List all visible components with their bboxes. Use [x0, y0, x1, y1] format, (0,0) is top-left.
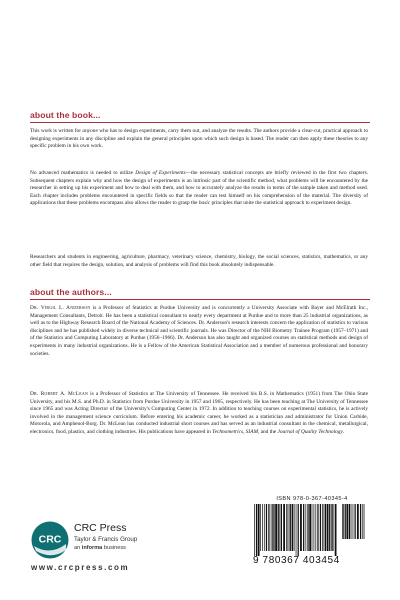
- informa-wordmark: informa: [81, 545, 103, 551]
- barcode-bar: [286, 504, 287, 551]
- text-run: This work is written for: [30, 128, 83, 134]
- book-title: Design of Experiments: [135, 170, 186, 176]
- text-run: business: [102, 545, 126, 551]
- text-run: ,: [243, 428, 246, 435]
- journal-title: SIAM: [245, 428, 258, 435]
- barcode-bar: [353, 504, 354, 539]
- barcode-bar: [309, 504, 311, 551]
- barcode-bar: [329, 504, 330, 551]
- barcode-bar: [262, 504, 263, 551]
- barcode-bar: [288, 504, 289, 551]
- about-book-paragraph-1: [30, 128, 368, 151]
- barcode-bar: [327, 504, 329, 551]
- barcode-bar: [298, 504, 299, 556]
- about-book-paragraph-2: [30, 170, 368, 208]
- barcode-bar: [349, 504, 350, 539]
- barcode-row: [253, 504, 371, 556]
- barcode-bar: [331, 504, 332, 551]
- barcode-bar: [281, 504, 282, 551]
- barcode-bar: [307, 504, 308, 551]
- author-name: Dr. Robert A. McLean: [30, 391, 89, 397]
- barcode-bar: [303, 504, 304, 551]
- journal-title: Technometrics: [212, 428, 244, 435]
- barcode-bar: [256, 504, 257, 556]
- barcode-bar: [351, 504, 352, 539]
- barcode-bar: [320, 504, 321, 551]
- text-run: is a Professor of Statistics at Purdue University and is concurrently a University Associate with Bayer and McElrath Inc., Management Consultants, Detroit. He has been a statistical consultant to nearly every department at Purdue and to more than 25 industrial organizations, as well as to the Highway Research Board of the National Academy of Sciences. Dr. Anderson's research interests concern the application of statistics to various disciplines and he has published widely in diverse technical and scientific journals. He was Director of the NIH Biometry Trainee Program (1957–1971) and of the Statistics and Computing Laboratory at Purdue (1956–1966). Dr. Anderson has also taught and organized courses on statistical methods and design of experiments in many industrial organizations. He is a Fellow of the American Statistical Association and a member of numerous professional and honorary societies.: [30, 305, 368, 357]
- emphasis: anyone: [82, 128, 98, 134]
- author-bio-anderson: [30, 305, 368, 358]
- barcode-bar: [332, 504, 333, 551]
- barcode-bar: [289, 504, 290, 551]
- barcode-bar: [343, 504, 344, 539]
- barcode-bar: [272, 504, 273, 551]
- barcode-bar: [258, 504, 260, 556]
- about-book-heading: about the book...: [30, 110, 101, 120]
- barcode-bar: [279, 504, 280, 551]
- author-bio-mclean: [30, 391, 368, 437]
- barcode-bar: [296, 504, 297, 556]
- emphasis: basic: [198, 200, 211, 207]
- barcode-bar: [290, 504, 291, 551]
- barcode-bar: [317, 504, 318, 551]
- barcode-image: [253, 504, 339, 556]
- barcode-bar: [264, 504, 265, 551]
- barcode-bar: [283, 504, 285, 551]
- text-run: —the necessary statistical concepts are briefly reviewed in the first two chapters. Subsequent chapters explain why and how the design of experiments is an intrinsic part of the scientific method, what problems will be encountered by the researcher in setting up his experiment and how to deal with them, and how to accurately analyze the results in terms of the sample taken and method used. Each chapter includes problems encountered in specific fields so that the reader can test himself on his comprehension of the material. The diversity of applications that these problems encompass also allows the reader to grasp the: [30, 170, 368, 207]
- barcode-bar: [312, 504, 313, 551]
- barcode-bar: [362, 504, 363, 539]
- author-name: Dr. Virgil L. Anderson: [30, 305, 91, 311]
- barcode-digits: 9 780367 403454: [253, 555, 340, 566]
- text-run: is a Professor of Statistics at The University of Tennessee. He received his B.S. in Mathematics (1951) from The Ohio State University, and his M.S. and Ph.D. in Statistics from Purdue University in 1957 and 1965, respectively. He has been teaching at The University of Tennessee since 1965 and was Acting Director of the University's Computing Center in 1972. In addition to teaching courses on experimental statistics, he is actively involved in the management science curriculum. Before entering his academic career, he worked as a statistician and administrator for Union Carbide, Motorola, and Amphenol-Borg. Dr. McLean has conducted industrial short courses and has served as an industrial consultant in the chemical, metallurgical, electronics, food, plastics, and clothing industries. His publications have appeared in: [30, 391, 368, 435]
- barcode-bar: [275, 504, 277, 551]
- journal-title: Journal of Quality Technology: [277, 428, 343, 435]
- barcode-bar: [325, 504, 326, 551]
- barcode-bar: [268, 504, 269, 551]
- text-run: an: [74, 545, 82, 551]
- publisher-block: [30, 520, 160, 580]
- text-run: , and the: [257, 428, 278, 435]
- heading-rule: [30, 122, 370, 123]
- barcode-bar: [266, 504, 267, 551]
- barcode-bar: [294, 504, 295, 551]
- barcode-bar: [260, 504, 261, 551]
- crc-logo-icon: [30, 520, 70, 560]
- text-run: .: [342, 428, 345, 435]
- heading-rule: [30, 299, 370, 300]
- about-authors-heading: about the authors...: [30, 287, 112, 297]
- isbn-label: ISBN 978-0-367-40345-4: [276, 496, 348, 502]
- barcode-bar: [324, 504, 325, 551]
- barcode-bar: [360, 504, 361, 539]
- barcode-bar: [314, 504, 315, 551]
- barcode-bar: [357, 504, 359, 539]
- about-book-paragraph-3: Researchers and students in engineering, agriculture, pharmacy, veterinary science, chemistry, biology, the social sciences, statistics, mathematics, or any other field that requires the design, solution, and analysis of problems will find this book absolutely indispensable.: [30, 254, 368, 268]
- barcode-bar: [322, 504, 323, 551]
- barcode-bar: [315, 504, 316, 551]
- barcode-bar: [342, 504, 343, 539]
- publisher-url: www.crcpress.com: [31, 563, 130, 572]
- text-run: No advanced mathematics is needed to utilize: [30, 170, 136, 176]
- text-run: principles that unite the statistical approach to experiment design.: [210, 200, 352, 207]
- barcode-bar: [335, 504, 337, 556]
- barcode-bar: [306, 504, 307, 551]
- isbn-barcode-block: [253, 496, 371, 566]
- publisher-group: Taylor & Francis Group: [74, 536, 138, 543]
- publisher-name: CRC Press: [74, 522, 127, 534]
- barcode-bar: [364, 504, 365, 539]
- barcode-bar: [292, 504, 293, 551]
- barcode-bar: [271, 504, 272, 551]
- barcode-bar: [254, 504, 255, 556]
- publisher-business-line: [74, 545, 126, 551]
- barcode-bar: [346, 504, 348, 539]
- barcode-bar: [355, 504, 356, 539]
- logo-text: CRC: [38, 533, 62, 546]
- barcode-bar: [345, 504, 346, 539]
- barcode-addon-image: [341, 504, 367, 544]
- barcode-bar: [300, 504, 302, 551]
- barcode-bar: [278, 504, 279, 551]
- text-run: who has to design experiments, carry them out, and analyze the results. The authors provide a clear-cut, practical approach to designing experiments in any discipline and explain the general principles upon which such design is based. The reader can then apply these theories to any specific problem in his own work.: [30, 128, 369, 150]
- barcode-bar: [273, 504, 274, 551]
